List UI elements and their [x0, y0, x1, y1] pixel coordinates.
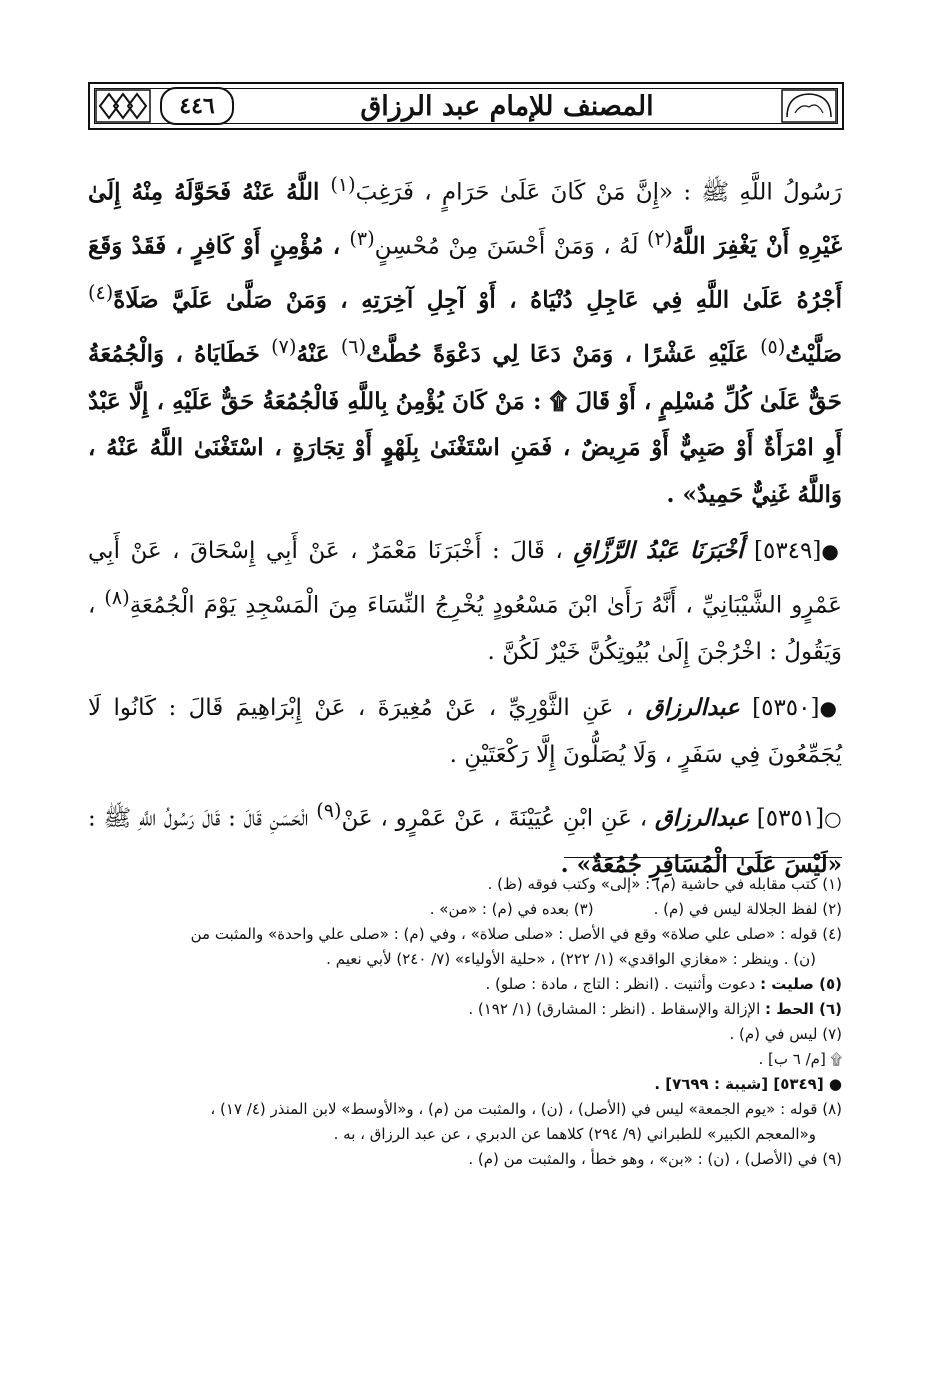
book-emblem-icon [781, 89, 837, 123]
footnote-5 [88, 972, 842, 997]
text-segment: صَلَّيْتُ [785, 341, 842, 369]
hadith-5350 [88, 685, 842, 778]
footnote-marker: (٥) [760, 335, 786, 359]
footnote-8: (٨) قوله : «يوم الجمعة» ليس في (الأصل) ، (ن) ، والمثبت من (م) ، و«الأوسط» لابن المنذر (٤/ ١٧) ، [210, 1100, 842, 1118]
hadith-bullet: ○ [824, 806, 843, 831]
hadith-5349 [88, 528, 842, 675]
footnote-7: (٧) ليس في (م) . [729, 1025, 842, 1043]
text-segment: لَهُ ، وَمَنْ أَحْسَنَ مِنْ مُحْسِنٍ [374, 233, 647, 260]
page-number: ٤٤٦ [160, 87, 234, 125]
header-ornament-left [94, 88, 152, 124]
footnote-ref-5349: ● [٥٣٤٩] [شيبة : ٧٦٩٩] . [654, 1075, 842, 1093]
hadith-bullet: ● [821, 539, 842, 564]
footnote-text: دعوت وأثنيت . (انظر : التاج ، مادة : صلو) . [485, 975, 761, 993]
hadith-continuation [88, 162, 842, 518]
page-header [88, 82, 844, 130]
hadith-bullet: ● [819, 696, 843, 721]
footnote-row [88, 897, 842, 922]
footnote-6 [88, 997, 842, 1022]
narrator: عبدالرزاق [654, 804, 750, 832]
text-segment: «لَيْسَ عَلَىٰ الْمُسَافِرِ جُمُعَةٌ» . [560, 851, 842, 879]
narrator: أَخْبَرَنَا عَبْدُ الرَّزَّاقِ [573, 537, 744, 565]
page-title: المصنف للإمام عبد الرزاق [360, 90, 654, 122]
hadith-number: [٥٣٤٩] [753, 538, 822, 565]
footnote-marker: (٤) [88, 281, 114, 305]
footnote-term: (٦) الحط : [765, 1000, 842, 1018]
narrator: عبدالرزاق [645, 694, 740, 722]
text-segment: اللَّهُ عَنْهُ فَحَوَّلَهُ مِنْهُ إِلَىٰ غَيْرِهِ أَنْ يَغْفِرَ اللَّهُ [88, 178, 842, 260]
footnote-3: (٣) بعده في (م) : «من» . [429, 900, 594, 918]
footnote-marker: (٢) [647, 227, 673, 251]
footnote-2: (٢) لفظ الجلالة ليس في (م) . [653, 900, 842, 918]
footnote-marker: (١) [330, 173, 356, 196]
text-segment: ، عَنِ الثَّوْرِيِّ ، عَنْ مُغِيرَةَ ، عَنْ إِبْرَاهِيمَ قَالَ : كَانُوا لَا يُجَمِّعُونَ فِي سَفَرٍ ، وَلَا يُصَلُّونَ إِلَّا رَكْعَتَيْنِ . [88, 695, 842, 768]
text-segment: الْحَسَنِ قَالَ : قَالَ رَسُولُ اللَّهِ ﷺ : [88, 805, 317, 832]
footnote-term: (٥) صليت : [760, 975, 842, 993]
footnote-marker: (٣) [349, 227, 375, 251]
text-segment: ، عَنِ ابْنِ عُيَيْنَةَ ، عَنْ عَمْرٍو ، عَنْ [341, 805, 655, 832]
text-segment: ، قَالَ : أَخْبَرَنَا مَعْمَرٌ ، عَنْ أَبِي إِسْحَاقَ ، عَنْ أَبِي عَمْرٍو الشَّيْبَانِيِّ ، أَنَّهُ رَأَىٰ ابْنَ مَسْعُودٍ يُخْرِجُ النِّسَاءَ مِنَ الْمَسْجِدِ يَوْمَ الْجُمُعَةِ [88, 538, 843, 619]
header-ornament-right [780, 88, 838, 124]
footnote-star: ۩ [م/ ٦ ب] . [758, 1050, 842, 1068]
footnote-text: الإزالة والإسقاط . (انظر : المشارق) (١/ ١٩٢) . [468, 1000, 766, 1018]
text-segment: عَنْهُ [296, 341, 341, 369]
text-segment: ، وَيَقُولُ : اخْرُجْنَ إِلَىٰ بُيُوتِكُنَّ خَيْرٌ لَكُنَّ . [88, 592, 842, 665]
text-segment: خَطَايَاهُ ، وَالْجُمُعَةُ حَقٌّ عَلَىٰ كُلِّ مُسْلِمٍ ، أَوْ قَالَ ۩ : مَنْ كَانَ يُؤْمِنُ بِاللَّهِ فَالْجُمُعَةُ حَقٌّ عَلَيْهِ ، إِلَّا عَبْدٌ أَوِ امْرَأَةٌ أَوْ صَبِيٌّ أَوْ مَرِيضٌ ، فَمَنِ اسْتَغْنَىٰ بِلَهْوٍ أَوْ تِجَارَةٍ ، اسْتَغْنَىٰ اللَّهُ عَنْهُ ، وَاللَّهُ غَنِيٌّ حَمِيدٌ» . [88, 341, 842, 508]
footnote-marker: (٨) [104, 585, 130, 609]
knot-ornament-icon [95, 89, 151, 123]
hadith-number: [٥٣٥١] [756, 805, 825, 832]
hadith-number: [٥٣٥٠] [752, 695, 820, 722]
main-text [88, 162, 842, 889]
footnote-8-cont: و«المعجم الكبير» للطبراني (٩/ ٢٩٤) كلاهما عن الدبري ، عن عبد الرزاق ، به . [333, 1125, 816, 1143]
text-segment: عَلَيْهِ عَشْرًا ، وَمَنْ دَعَا لِي دَعْوَةً حُطَّتْ [366, 341, 761, 369]
footnote-1: (١) كتب مقابله في حاشية (م) : «إلى» وكتب فوقه (ظ) . [487, 875, 842, 893]
footnote-4: (٤) قوله : «صلى علي صلاة» وقع في الأصل : «صلى صلاة» ، وفي (م) : «صلى علي واحدة» والمثبت من [190, 925, 842, 943]
footnote-9: (٩) في (الأصل) ، (ن) : «بن» ، وهو خطأ ، والمثبت من (م) . [468, 1150, 842, 1168]
footnote-marker: (٦) [340, 335, 367, 359]
footnote-marker: (٧) [271, 335, 297, 359]
footnote-marker: (٩) [316, 799, 342, 823]
text-segment: رَسُولُ اللَّهِ ﷺ : «إِنَّ مَنْ كَانَ عَلَىٰ حَرَامٍ ، فَرَغِبَ [355, 179, 842, 206]
footnote-4-cont: (ن) . وينظر : «مغازي الواقدي» (١/ ٢٢٢) ، «حلية الأولياء» (٧/ ٢٤٠) لأبي نعيم . [326, 950, 816, 968]
footnote-divider [564, 857, 842, 858]
text-segment: ، مُؤْمِنٍ أَوْ كَافِرٍ ، فَقَدْ وَقَعَ أَجْرُهُ عَلَىٰ اللَّهِ فِي عَاجِلِ دُنْيَاهُ ، أَوْ آجِلِ آخِرَتِهِ ، وَمَنْ صَلَّىٰ عَلَيَّ صَلَاةً [88, 232, 842, 314]
footnotes [88, 872, 842, 1172]
